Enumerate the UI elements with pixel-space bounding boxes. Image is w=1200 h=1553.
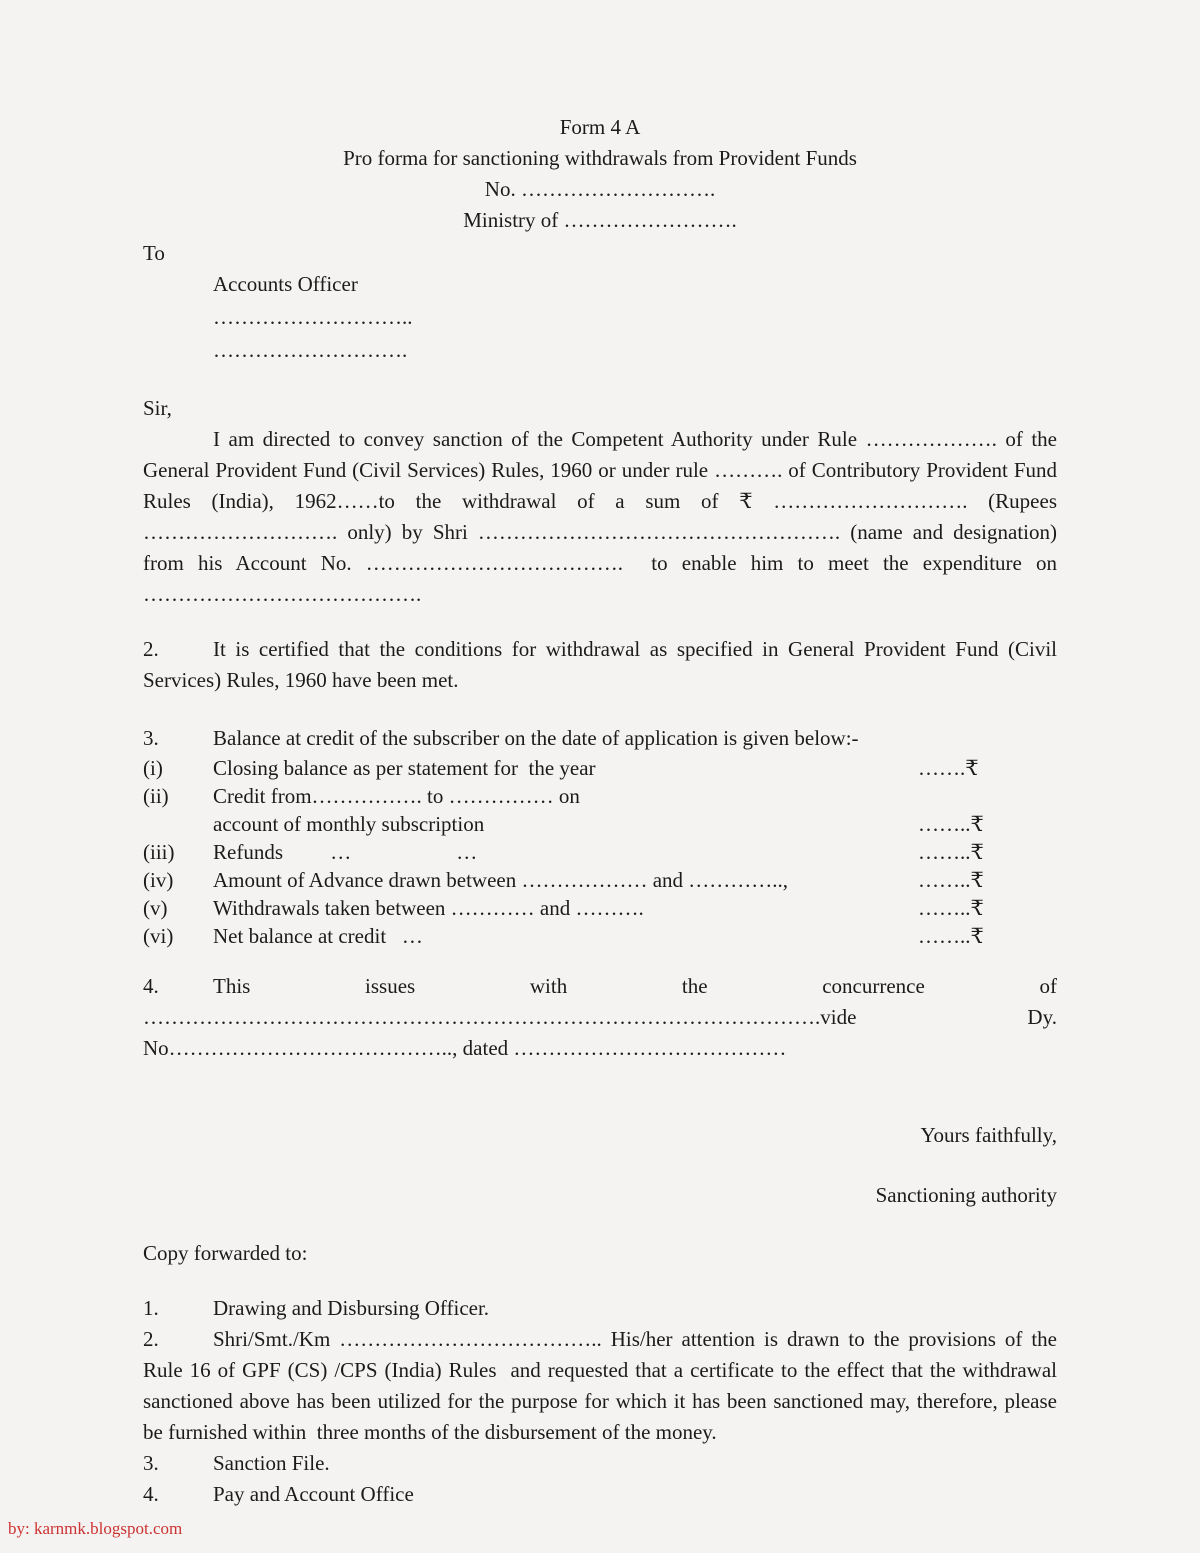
balance-row-marker: (iv) [143,868,174,892]
balance-row-label: Withdrawals taken between ………… and ………. [213,896,644,920]
address-to: To [143,241,165,265]
balance-row-label: Closing balance as per statement for the year [213,756,596,780]
address-block [143,238,1057,366]
closing-yours-faithfully: Yours faithfully, [920,1123,1057,1147]
clause-4 [143,971,1063,1064]
balance-row-amount: ……..₹ [918,896,984,920]
balance-row-marker: (i) [143,756,163,780]
copy-item-number: 1. [143,1296,159,1320]
clause-3 [143,723,1057,754]
body-paragraph: I am directed to convey sanction of the Competent Authority under Rule ………………. of the General Provident Fund (Civil Services) Rules, 1960 or under rule ………. of Contributory Provident Fund Rules (India), 1962……to the withdrawal of a sum of ₹ ………………………. (Rupees ………………………. only) by Shri ……………………………………………. (name and designation) from his Account No. ………………………………. to enable him to meet the expenditure on …………………………………. [143,427,1063,606]
copy-item-number: 2. [143,1327,159,1351]
copy-item-number: 4. [143,1482,159,1506]
salutation: Sir, [143,396,172,420]
clause-3-text: Balance at credit of the subscriber on the date of application is given below:- [213,726,859,750]
balance-row-vi [143,922,1057,950]
copy-item-number: 3. [143,1451,159,1475]
balance-table [143,754,1057,950]
closing-sanctioning-authority: Sanctioning authority [875,1183,1057,1207]
ministry-blank-line: Ministry of ……………………. [463,208,737,232]
balance-row-marker: (ii) [143,784,169,808]
clause-2-text: It is certified that the conditions for withdrawal as specified in General Provident Fund (Civil Services) Rules, 1960 have been met. [143,637,1063,692]
balance-row-amount: ……..₹ [918,840,984,864]
balance-row-label: Credit from……………. to …………… on [213,784,580,808]
clause-4-text: This issues with the concurrence of …………………………………………………………………………………….vide Dy. No………………………………….., dated ………………………………… [143,974,1063,1060]
form-title: Pro forma for sanctioning withdrawals from Provident Funds [343,146,857,170]
footer-blog-credit: by: karnmk.blogspot.com [8,1519,183,1538]
copy-item-text: Shri/Smt./Km ……………………………….. His/her attention is drawn to the provisions of the Rule 16 of GPF (CS) /CPS (India) Rules and requested that a certificate to the effect that the withdrawal sanctioned above has been utilized for the purpose for which it has been sanctioned may, therefore, please be furnished within three months of the disbursement of the money. [143,1327,1063,1444]
clause-2-number: 2. [143,637,159,661]
balance-row-label: Amount of Advance drawn between ……………… and ………….., [213,868,794,892]
form-header [143,112,1057,236]
balance-row-amount: ……..₹ [918,924,984,948]
balance-row-iv [143,866,1057,894]
copy-item-3 [143,1448,1057,1479]
balance-row-ii [143,782,1057,810]
balance-row-amount: …….₹ [918,756,979,780]
balance-row-label: Refunds … … [213,840,478,864]
balance-row-ii-continuation [143,810,1057,838]
copy-item-text: Sanction File. [213,1451,330,1475]
copy-item-1 [143,1293,1057,1324]
balance-row-marker: (v) [143,896,168,920]
balance-row-amount: ……..₹ [918,812,984,836]
form-number: Form 4 A [559,115,641,139]
copy-item-text: Drawing and Disbursing Officer. [213,1296,490,1320]
balance-row-label: account of monthly subscription [213,812,485,836]
balance-row-i [143,754,1057,782]
balance-row-marker: (iii) [143,840,175,864]
clause-3-number: 3. [143,726,159,750]
address-recipient: Accounts Officer [213,272,358,296]
balance-row-amount: ……..₹ [918,868,984,892]
clause-4-number: 4. [143,974,159,998]
address-blank-line-2: ………………………. [213,338,408,362]
clause-2 [143,634,1063,696]
copy-item-4 [143,1479,1057,1510]
address-blank-line-1: ……………………….. [213,305,413,329]
form-no-blank-line: No. ………………………. [484,177,716,201]
copy-item-text: Pay and Account Office [213,1482,414,1506]
balance-row-marker: (vi) [143,924,174,948]
balance-row-v [143,894,1057,922]
copy-forwarded-list [143,1293,1063,1510]
copy-item-2 [143,1324,1063,1448]
balance-row-label: Net balance at credit … [213,924,423,948]
copy-forwarded-title: Copy forwarded to: [143,1241,308,1265]
balance-row-iii [143,838,1057,866]
